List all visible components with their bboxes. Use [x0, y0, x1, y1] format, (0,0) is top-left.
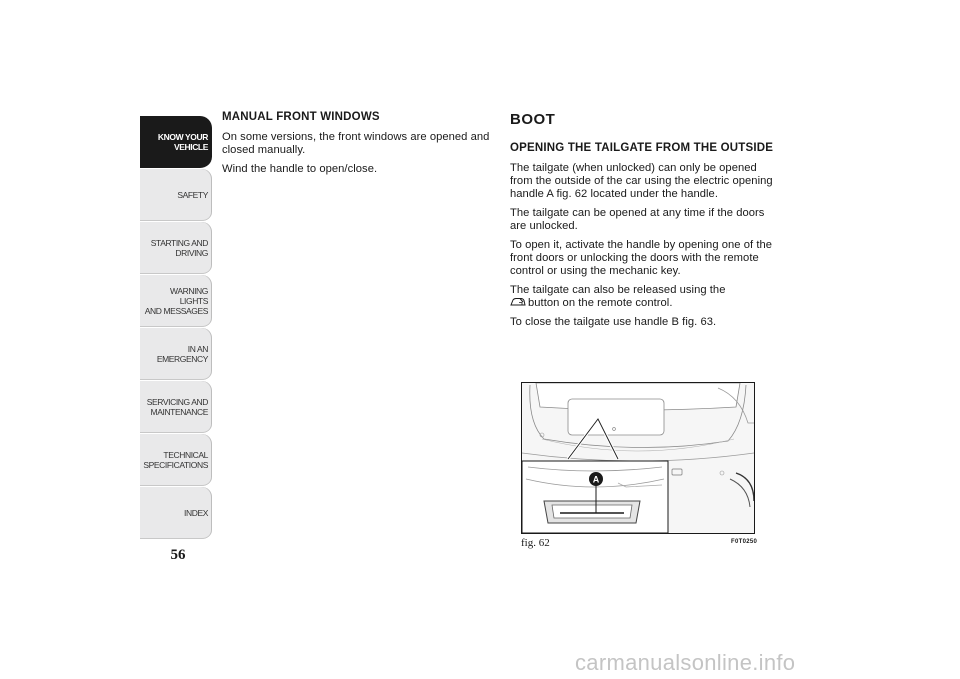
tab-label: KNOW YOUR VEHICLE — [157, 132, 208, 152]
tab-servicing-and-maintenance[interactable] — [140, 381, 212, 434]
tailgate-illustration — [522, 383, 754, 533]
tab-label: WARNING LIGHTS AND MESSAGES — [144, 286, 208, 316]
tab-technical-specifications[interactable] — [140, 434, 212, 487]
chapter-tabs — [140, 116, 212, 540]
tailgate-handle-figure — [521, 382, 755, 534]
marker-label-a: A — [592, 474, 600, 485]
paragraph: To open it, activate the handle by opening one of the front doors or unlocking the doors with the remote control or using the mechanic key. — [510, 239, 773, 277]
tab-safety[interactable] — [140, 169, 212, 222]
subsection-heading: OPENING THE TAILGATE FROM THE OUTSIDE — [510, 142, 774, 154]
tab-starting-and-driving[interactable] — [140, 222, 212, 275]
paragraph: The tailgate (when unlocked) can only be opened from the outside of the car using the electric opening handle A fig. 62 located under the handle. — [510, 162, 773, 200]
tab-index[interactable] — [140, 487, 212, 540]
figure-caption: fig. 62 — [521, 537, 550, 549]
tab-label: SAFETY — [177, 190, 208, 200]
paragraph: To close the tailgate use handle B fig. 63. — [510, 316, 717, 328]
section-heading: MANUAL FRONT WINDOWS — [222, 111, 380, 123]
paragraph-text: button on the remote control. — [528, 297, 673, 309]
page-number: 56 — [170, 547, 186, 563]
boot-section — [510, 111, 780, 335]
tab-label: INDEX — [184, 508, 208, 518]
paragraph: On some versions, the front windows are opened and closed manually. — [222, 131, 490, 156]
paragraph-with-icon — [510, 284, 780, 310]
paragraph-text: The tailgate can also be released using the — [510, 284, 726, 296]
paragraph: Wind the handle to open/close. — [222, 163, 378, 175]
tab-label: STARTING AND DRIVING — [150, 238, 208, 258]
tab-label: TECHNICAL SPECIFICATIONS — [143, 450, 208, 470]
tab-know-your-vehicle[interactable] — [140, 116, 212, 169]
tab-label: IN AN EMERGENCY — [156, 344, 208, 364]
figure-code: F0T0250 — [731, 539, 758, 545]
manual-windows-section — [222, 111, 490, 182]
section-title: BOOT — [510, 111, 556, 128]
tab-warning-lights[interactable] — [140, 275, 212, 328]
tailgate-release-icon — [510, 297, 526, 307]
watermark: carmanualsonline.info — [575, 650, 796, 675]
tab-in-an-emergency[interactable] — [140, 328, 212, 381]
tab-label: SERVICING AND MAINTENANCE — [146, 397, 208, 417]
paragraph: The tailgate can be opened at any time if the doors are unlocked. — [510, 207, 765, 232]
